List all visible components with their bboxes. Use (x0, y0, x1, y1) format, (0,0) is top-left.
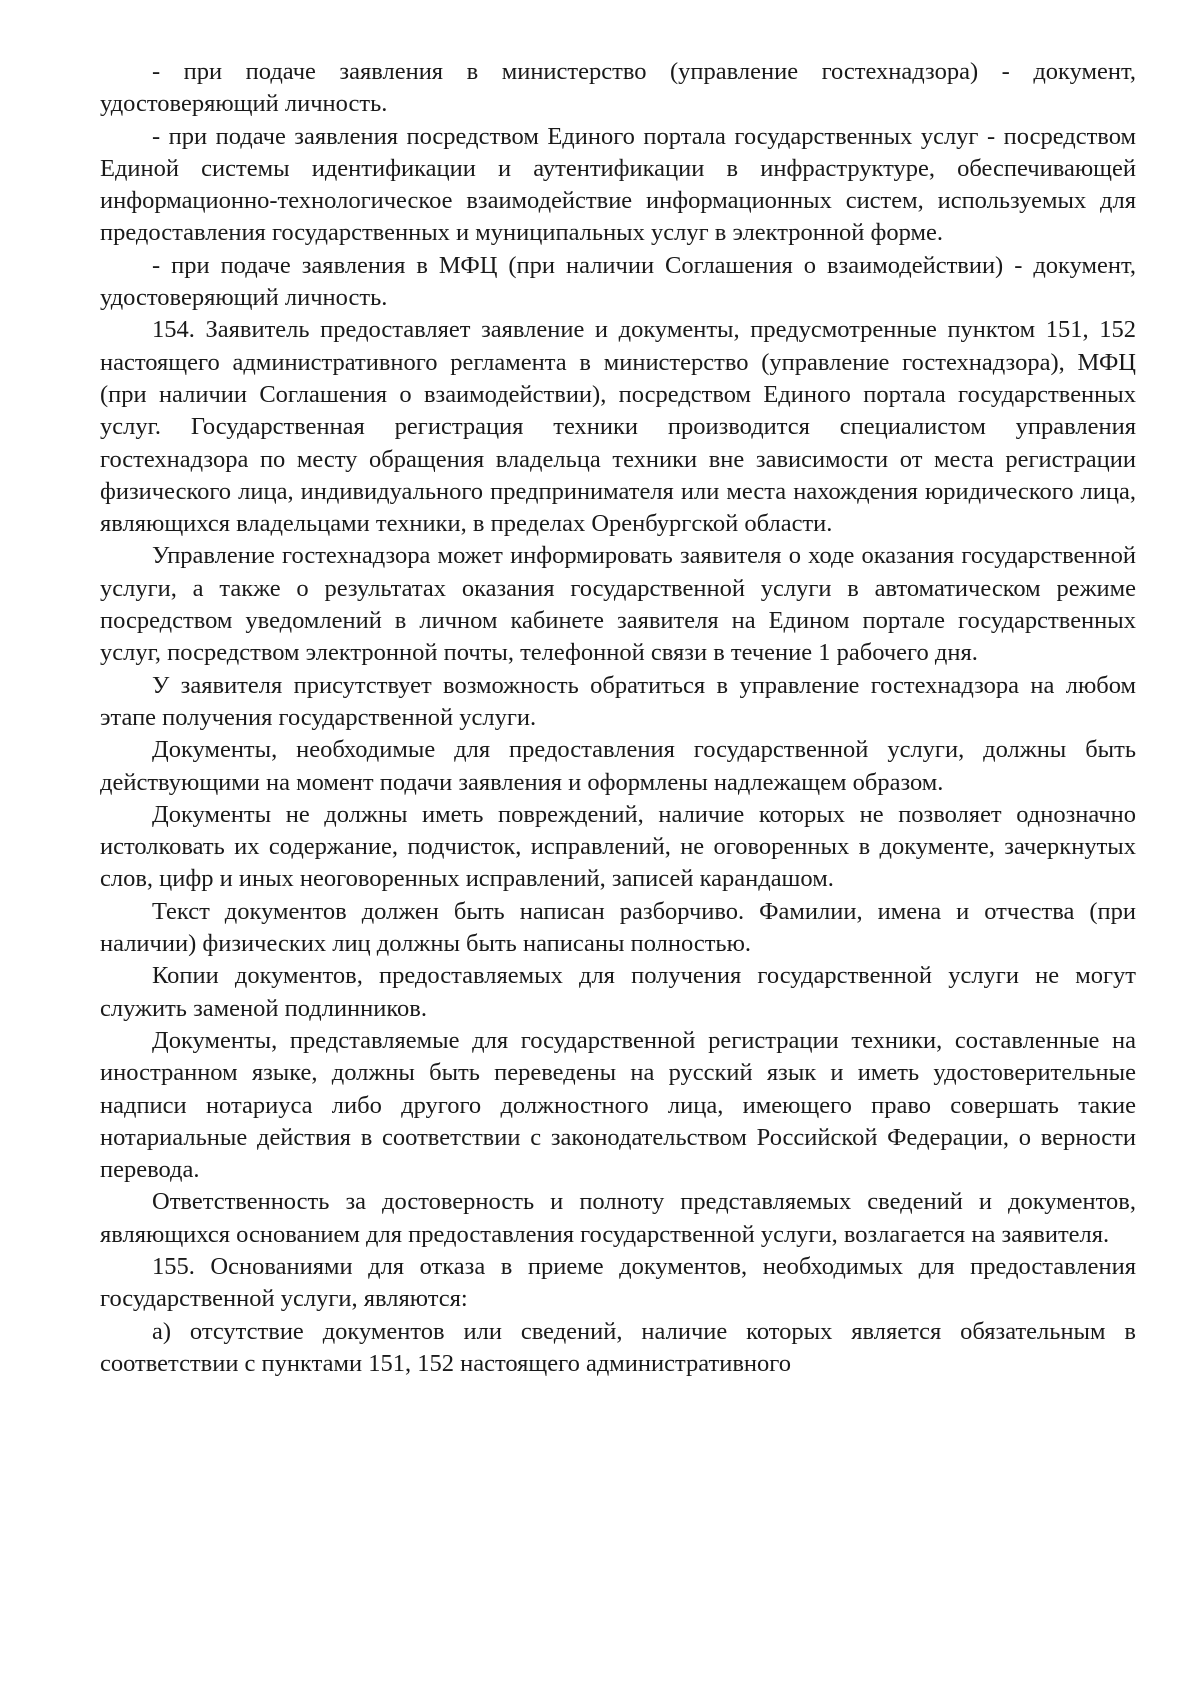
paragraph-ministry-identity: - при подаче заявления в министерство (управление гостехнадзора) - документ, удостоверяющий личность. (100, 58, 1136, 118)
paragraph-copies: Копии документов, предоставляемых для получения государственной услуги не могут служить заменой подлинников. (100, 962, 1136, 1022)
paragraph-responsibility: Ответственность за достоверность и полноту представляемых сведений и документов, являющихся основанием для предоставления государственной услуги, возлагается на заявителя. (100, 1188, 1136, 1248)
paragraph-item-155: 155. Основаниями для отказа в приеме документов, необходимых для предоставления государственной услуги, являются: (100, 1252, 1136, 1313)
paragraph-item-154: 154. Заявитель предоставляет заявление и документы, предусмотренные пунктом 151, 152 настоящего административного регламента в министерство (управление гостехнадзора), МФЦ (при наличии Соглашения о взаимодействии), посредством Единого портала государственных услуг. Государственная регистрация техники производится специалистом управления гостехнадзора по месту обращения владельца техники вне зависимости от места регистрации физического лица, индивидуального предпринимателя или места нахождения юридического лица, являющихся владельцами техники, в пределах Оренбургской области. (100, 316, 1136, 538)
paragraph-foreign-language: Документы, представляемые для государственной регистрации техники, составленные на иностранном языке, должны быть переведены на русский язык и иметь удостоверительные надписи нотариуса либо другого должностного лица, имеющего право совершать такие нотариальные действия в соответствии с законодательством Российской Федерации, о верности перевода. (100, 1026, 1136, 1184)
paragraph-documents-damage: Документы не должны иметь повреждений, наличие которых не позволяет однозначно истолковать их содержание, подчисток, исправлений, не оговоренных в документе, зачеркнутых слов, цифр и иных неоговоренных исправлений, записей карандашом. (100, 800, 1136, 893)
paragraph-mfc-identity: - при подаче заявления в МФЦ (при наличии Соглашения о взаимодействии) - документ, удостоверяющий личность. (100, 251, 1136, 312)
paragraph-applicant-access: У заявителя присутствует возможность обратиться в управление гостехнадзора на любом этапе получения государственной услуги. (100, 671, 1136, 731)
paragraph-portal-identification: - при подаче заявления посредством Единого портала государственных услуг - посредством Единой системы идентификации и аутентификации в инфраструктуре, обеспечивающей информационно-технологическое взаимодействие информационных систем, используемых для предоставления государственных и муниципальных услуг в электронной форме. (100, 122, 1136, 247)
paragraph-item-155-a: а) отсутствие документов или сведений, наличие которых является обязательным в соответствии с пунктами 151, 152 настоящего административного (100, 1317, 1136, 1377)
paragraph-documents-valid: Документы, необходимые для предоставления государственной услуги, должны быть действующими на момент подачи заявления и оформлены надлежащем образом. (100, 736, 1136, 796)
paragraph-text-legible: Текст документов должен быть написан разборчиво. Фамилии, имена и отчества (при наличии) физических лиц должны быть написаны полностью. (100, 897, 1136, 958)
paragraph-informing: Управление гостехнадзора может информировать заявителя о ходе оказания государственной услуги, а также о результатах оказания государственной услуги в автоматическом режиме посредством уведомлений в личном кабинете заявителя на Едином портале государственных услуг, посредством электронной почты, телефонной связи в течение 1 рабочего дня. (100, 542, 1136, 667)
document-page (100, 56, 1136, 1380)
